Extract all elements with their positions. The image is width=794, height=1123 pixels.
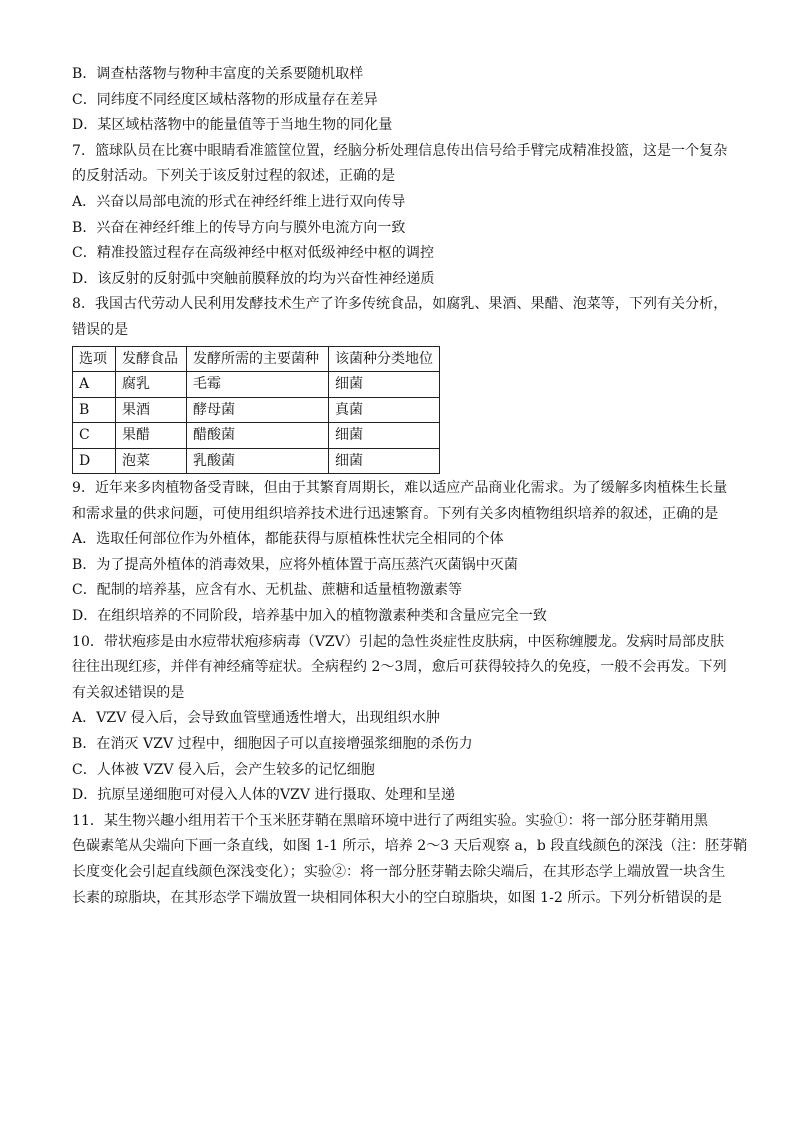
- option-d-q6: D．某区域枯落物中的能量值等于当地生物的同化量: [72, 117, 393, 134]
- question-7-stem-2: 的反射活动。下列关于该反射过程的叙述，正确的是: [72, 168, 396, 185]
- table-cell: D: [73, 448, 116, 474]
- table-cell: 果酒: [116, 397, 187, 423]
- option-b-q10: B．在消灭 VZV 过程中，细胞因子可以直接增强浆细胞的杀伤力: [72, 735, 473, 752]
- text-block-bottom: [72, 476, 748, 911]
- table-header-cell: 发酵所需的主要菌种: [187, 346, 329, 372]
- table-row: [73, 372, 440, 398]
- table-cell: A: [73, 372, 116, 398]
- table-header-row: [73, 346, 440, 372]
- option-d-q7: D．该反射的反射弧中突触前膜释放的均为兴奋性神经递质: [72, 270, 435, 287]
- question-10-stem-2: 往往出现红疹，并伴有神经痛等症状。全病程约 2～3周，愈后可获得较持久的免疫，一般不会再发。下列: [72, 659, 727, 676]
- question-11-stem-1: 11．某生物兴趣小组用若干个玉米胚芽鞘在黑暗环境中进行了两组实验。实验①：将一部分胚芽鞘用黑: [72, 812, 709, 829]
- table-cell: B: [73, 397, 116, 423]
- question-11-stem-4: 长素的琼脂块，在其形态学下端放置一块相同体积大小的空白琼脂块，如图 1-2 所示。下列分析错误的是: [72, 889, 722, 906]
- table-row: [73, 448, 440, 474]
- table-cell: 毛霉: [187, 372, 329, 398]
- question-8-stem-2: 错误的是: [72, 321, 129, 338]
- question-7-stem-1: 7．篮球队员在比赛中眼睛看准篮筐位置，经脑分析处理信息传出信号给手臂完成精准投篮，这是一个复杂: [72, 142, 728, 159]
- table-cell: 醋酸菌: [187, 423, 329, 449]
- option-d-q10: D．抗原呈递细胞可对侵入人体的VZV 进行摄取、处理和呈递: [72, 787, 456, 804]
- table-cell: 真菌: [329, 397, 440, 423]
- option-a-q7: A．兴奋以局部电流的形式在神经纤维上进行双向传导: [72, 193, 406, 210]
- table-cell: 果醋: [116, 423, 187, 449]
- option-d-q9: D．在组织培养的不同阶段，培养基中加入的植物激素种类和含量应完全一致: [72, 608, 547, 624]
- question-9-stem-1: 9．近年来多肉植物备受青睐，但由于其繁育周期长，难以适应产品商业化需求。为了缓解多肉植株生长量: [72, 480, 728, 497]
- option-c-q6: C．同纬度不同经度区域枯落物的形成量存在差异: [72, 91, 378, 108]
- option-c-q9: C．配制的培养基，应含有水、无机盐、蔗糖和适量植物激素等: [72, 582, 463, 599]
- table-cell: 细菌: [329, 372, 440, 398]
- table-row: [73, 423, 440, 449]
- document-page: [72, 62, 748, 911]
- table-cell: 腐乳: [116, 372, 187, 398]
- question-9-stem-2: 和需求量的供求问题，可使用组织培养技术进行迅速繁育。下列有关多肉植物组织培养的叙述，正确的是: [72, 505, 719, 522]
- question-11-stem-3: 长度变化会引起直线颜色深浅变化）；实验②：将一部分胚芽鞘去除尖端后，在其形态学上端放置一块含生: [72, 863, 726, 880]
- option-a-q10: A．VZV 侵入后，会导致血管壁通透性增大，出现组织水肿: [72, 710, 440, 727]
- question-8-stem-1: 8．我国古代劳动人民利用发酵技术生产了许多传统食品，如腐乳、果酒、果醋、泡菜等，下列有关分析，: [72, 296, 728, 313]
- table-row: [73, 397, 440, 423]
- option-b-q7: B．兴奋在神经纤维上的传导方向与膜外电流方向一致: [72, 219, 406, 236]
- table-cell: 细菌: [329, 423, 440, 449]
- table-cell: 细菌: [329, 448, 440, 474]
- table-cell: 乳酸菌: [187, 448, 329, 474]
- fermentation-table: [72, 346, 440, 475]
- option-a-q9: A．选取任何部位作为外植体，都能获得与原植株性状完全相同的个体: [72, 531, 504, 548]
- question-11-stem-2: 色碳素笔从尖端向下画一条直线，如图 1-1 所示，培养 2～3 天后观察 a，b 段直线颜色的深浅（注：胚芽鞘: [72, 838, 748, 855]
- table-header-cell: 选项: [73, 346, 116, 372]
- table-cell: 酵母菌: [187, 397, 329, 423]
- table-cell: C: [73, 423, 116, 449]
- table-cell: 泡菜: [116, 448, 187, 474]
- question-10-stem-1: 10．带状疱疹是由水痘带状疱疹病毒（VZV）引起的急性炎症性皮肤病，中医称缠腰龙。发病时局部皮肤: [72, 633, 725, 650]
- option-b-q9: B．为了提高外植体的消毒效果，应将外植体置于高压蒸汽灭菌锅中灭菌: [72, 556, 518, 573]
- table-header-cell: 发酵食品: [116, 346, 187, 372]
- text-block-top: [72, 62, 732, 344]
- option-b-q6: B．调查枯落物与物种丰富度的关系要随机取样: [72, 66, 364, 82]
- table-header-cell: 该菌种分类地位: [329, 346, 440, 372]
- question-10-stem-3: 有关叙述错误的是: [72, 684, 185, 701]
- option-c-q10: C．人体被 VZV 侵入后，会产生较多的记忆细胞: [72, 761, 375, 778]
- option-c-q7: C．精准投篮过程存在高级神经中枢对低级神经中枢的调控: [72, 245, 435, 262]
